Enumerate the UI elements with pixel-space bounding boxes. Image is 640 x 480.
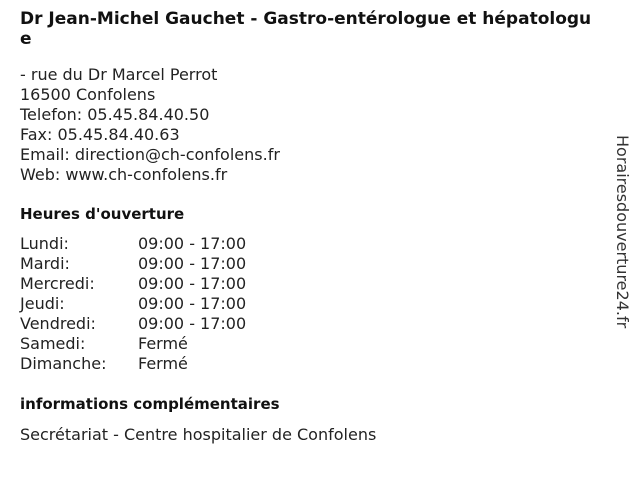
day-hours: 09:00 - 17:00 — [138, 274, 247, 293]
day-hours: 09:00 - 17:00 — [138, 294, 247, 313]
hours-row-friday — [20, 314, 246, 334]
additional-info-heading: informations complémentaires — [20, 395, 280, 413]
fax-number: Fax: 05.45.84.40.63 — [20, 125, 180, 144]
hours-row-sunday — [20, 354, 246, 374]
day-hours: 09:00 - 17:00 — [138, 314, 247, 333]
day-hours: Fermé — [138, 334, 188, 353]
hours-row-wednesday — [20, 274, 246, 294]
additional-info-text: Secrétariat - Centre hospitalier de Confolens — [20, 425, 377, 444]
day-label: Lundi: — [20, 234, 69, 253]
street-address: - rue du Dr Marcel Perrot — [20, 65, 218, 84]
hours-row-tuesday — [20, 254, 246, 274]
day-hours: 09:00 - 17:00 — [138, 254, 247, 273]
day-label: Mardi: — [20, 254, 70, 273]
day-hours: 09:00 - 17:00 — [138, 234, 247, 253]
day-label: Jeudi: — [20, 294, 65, 313]
hours-row-saturday — [20, 334, 246, 354]
website: Web: www.ch-confolens.fr — [20, 165, 228, 184]
contact-block — [20, 65, 280, 185]
email-address: Email: direction@ch-confolens.fr — [20, 145, 280, 164]
phone-number: Telefon: 05.45.84.40.50 — [20, 105, 210, 124]
page-title: Dr Jean-Michel Gauchet - Gastro-entérologue et hépatologue — [20, 9, 592, 49]
day-label: Samedi: — [20, 334, 86, 353]
hours-row-thursday — [20, 294, 246, 314]
opening-hours-table — [20, 234, 246, 374]
day-label: Mercredi: — [20, 274, 95, 293]
hours-row-monday — [20, 234, 246, 254]
day-label: Dimanche: — [20, 354, 107, 373]
opening-hours-heading: Heures d'ouverture — [20, 205, 185, 223]
city-postcode: 16500 Confolens — [20, 85, 156, 104]
day-hours: Fermé — [138, 354, 188, 373]
day-label: Vendredi: — [20, 314, 96, 333]
site-watermark: Horairesdouverture24.fr — [613, 135, 632, 329]
